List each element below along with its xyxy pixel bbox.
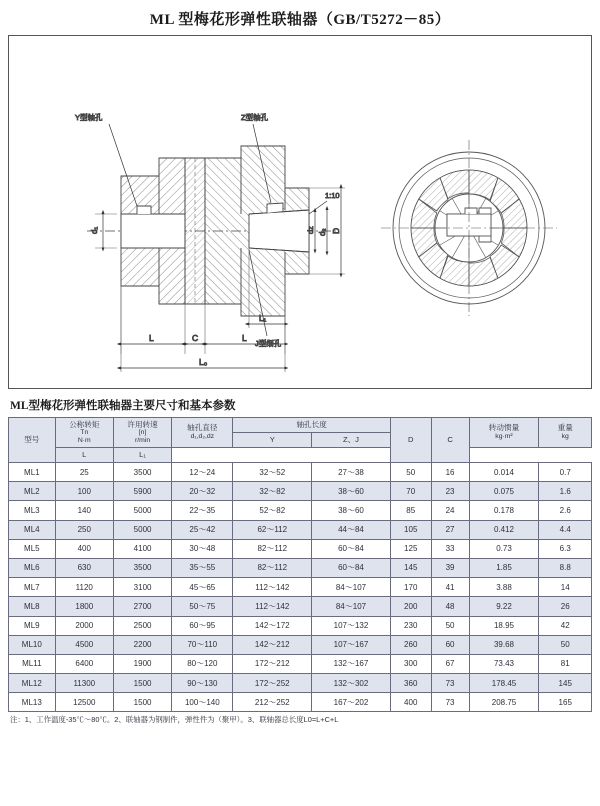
th-bore-dia-label: 轴孔直径 (187, 423, 218, 433)
cell-inertia: 0.412 (469, 520, 539, 539)
cell-inertia: 39.68 (469, 635, 539, 654)
cell-ZJ_L1: 44～84 (312, 520, 391, 539)
cell-weight: 2.6 (539, 501, 592, 520)
cell-bore: 50～75 (172, 597, 233, 616)
cell-n: 2200 (113, 635, 171, 654)
cell-weight: 1.6 (539, 482, 592, 501)
cell-n: 5900 (113, 482, 171, 501)
cell-tn: 250 (55, 520, 113, 539)
cell-D: 85 (390, 501, 431, 520)
th-allowable-speed-label: 许用转速 (127, 419, 158, 429)
table-row (9, 674, 592, 693)
cell-n: 1500 (113, 693, 171, 712)
cell-Y_L: 82～112 (233, 539, 312, 558)
cell-bore: 80～120 (172, 654, 233, 673)
cell-ZJ_L1: 132～302 (312, 674, 391, 693)
table-row (9, 654, 592, 673)
th-allowable-speed-unit2: r/min (135, 436, 151, 444)
cell-inertia: 3.88 (469, 578, 539, 597)
cell-inertia: 0.075 (469, 482, 539, 501)
cell-weight: 26 (539, 597, 592, 616)
th-nominal-torque (55, 418, 113, 448)
cell-tn: 1120 (55, 578, 113, 597)
label-dz: dz (306, 226, 315, 234)
cell-inertia: 18.95 (469, 616, 539, 635)
cell-inertia: 73.43 (469, 654, 539, 673)
label-z-bore: Z型轴孔 (241, 113, 269, 122)
th-weight-unit: kg (561, 433, 569, 441)
cell-inertia: 208.75 (469, 693, 539, 712)
th-bore-zj: Z、J (312, 433, 391, 448)
cell-ZJ_L1: 60～84 (312, 558, 391, 577)
label-L-left: L (149, 333, 154, 343)
table-title: ML型梅花形弹性联轴器主要尺寸和基本参数 (10, 400, 236, 412)
cell-Y_L: 172～252 (233, 674, 312, 693)
cell-D: 170 (390, 578, 431, 597)
cell-model: ML7 (9, 578, 56, 597)
cell-C: 60 (431, 635, 469, 654)
th-allowable-speed-unit: [n] (138, 429, 147, 437)
cell-bore: 100～140 (172, 693, 233, 712)
table-row (9, 597, 592, 616)
cell-weight: 42 (539, 616, 592, 635)
cell-D: 105 (390, 520, 431, 539)
cell-model: ML6 (9, 558, 56, 577)
cell-model: ML1 (9, 463, 56, 482)
page-title: ML 型梅花形弹性联轴器（GB/T5272－85） (149, 12, 451, 28)
table-row (9, 635, 592, 654)
cell-weight: 145 (539, 674, 592, 693)
table-body (9, 463, 592, 712)
cell-model: ML9 (9, 616, 56, 635)
table-header-row-3 (9, 448, 592, 463)
cell-ZJ_L1: 107～167 (312, 635, 391, 654)
th-inertia-label: 转动惯量 (488, 423, 520, 433)
table-header-row-1 (9, 418, 592, 433)
cell-weight: 6.3 (539, 539, 592, 558)
cell-ZJ_L1: 132～167 (312, 654, 391, 673)
cell-C: 67 (431, 654, 469, 673)
cell-model: ML10 (9, 635, 56, 654)
cell-Y_L: 142～212 (233, 635, 312, 654)
label-D: D (331, 227, 341, 234)
cell-D: 360 (390, 674, 431, 693)
cell-C: 23 (431, 482, 469, 501)
th-bore-dia (172, 418, 233, 448)
cell-bore: 35～55 (172, 558, 233, 577)
table-row (9, 578, 592, 597)
th-bore-zj-dim: L₁ (113, 448, 171, 463)
cell-ZJ_L1: 84～107 (312, 578, 391, 597)
cell-bore: 45～65 (172, 578, 233, 597)
th-D: D (390, 418, 431, 463)
technical-drawing-panel (8, 35, 592, 389)
cell-C: 39 (431, 558, 469, 577)
label-d1: d₁ (90, 226, 99, 234)
cell-weight: 0.7 (539, 463, 592, 482)
cell-C: 41 (431, 578, 469, 597)
th-bore-dia-unit: d₁,d₂,dz (190, 433, 215, 441)
cell-weight: 50 (539, 635, 592, 654)
label-taper: 1:10 (325, 191, 340, 200)
cell-C: 73 (431, 693, 469, 712)
cell-Y_L: 112～142 (233, 597, 312, 616)
cell-n: 1500 (113, 674, 171, 693)
table-row (9, 501, 592, 520)
cell-D: 300 (390, 654, 431, 673)
cell-tn: 12500 (55, 693, 113, 712)
cell-model: ML4 (9, 520, 56, 539)
cell-weight: 165 (539, 693, 592, 712)
th-inertia (469, 418, 539, 448)
th-inertia-unit: kg·m² (495, 433, 513, 441)
cell-inertia: 0.73 (469, 539, 539, 558)
th-nominal-torque-label: 公称转矩 (69, 419, 100, 429)
label-L1: L₁ (259, 314, 267, 323)
cell-ZJ_L1: 38～60 (312, 501, 391, 520)
cell-tn: 11300 (55, 674, 113, 693)
cell-C: 33 (431, 539, 469, 558)
th-nominal-torque-unit: Tn (80, 429, 89, 437)
cell-inertia: 0.014 (469, 463, 539, 482)
cell-model: ML3 (9, 501, 56, 520)
cell-ZJ_L1: 60～84 (312, 539, 391, 558)
cell-Y_L: 32～82 (233, 482, 312, 501)
th-bore-y: Y (233, 433, 312, 448)
th-allowable-speed (113, 418, 171, 448)
th-model: 型号 (9, 418, 56, 463)
cell-C: 50 (431, 616, 469, 635)
cell-C: 73 (431, 674, 469, 693)
cell-model: ML13 (9, 693, 56, 712)
th-bore-length-group: 轴孔长度 (233, 418, 390, 433)
cell-tn: 2000 (55, 616, 113, 635)
end-view (381, 140, 557, 316)
cell-Y_L: 112～142 (233, 578, 312, 597)
table-row (9, 539, 592, 558)
cell-weight: 14 (539, 578, 592, 597)
cell-D: 400 (390, 693, 431, 712)
cell-ZJ_L1: 84～107 (312, 597, 391, 616)
cell-n: 3500 (113, 463, 171, 482)
cell-C: 27 (431, 520, 469, 539)
cell-tn: 630 (55, 558, 113, 577)
table-row (9, 616, 592, 635)
cell-tn: 6400 (55, 654, 113, 673)
table-row (9, 520, 592, 539)
cell-Y_L: 212～252 (233, 693, 312, 712)
cell-bore: 22～35 (172, 501, 233, 520)
th-bore-y-dim: L (55, 448, 113, 463)
cell-ZJ_L1: 27～38 (312, 463, 391, 482)
spec-table (8, 417, 592, 712)
cell-n: 2700 (113, 597, 171, 616)
cell-model: ML5 (9, 539, 56, 558)
cell-bore: 90～130 (172, 674, 233, 693)
cell-Y_L: 142～172 (233, 616, 312, 635)
cell-ZJ_L1: 107～132 (312, 616, 391, 635)
cell-bore: 70～110 (172, 635, 233, 654)
th-C: C (431, 418, 469, 463)
cell-Y_L: 172～212 (233, 654, 312, 673)
cell-ZJ_L1: 167～202 (312, 693, 391, 712)
cell-bore: 12～24 (172, 463, 233, 482)
cell-bore: 20～32 (172, 482, 233, 501)
th-weight (539, 418, 592, 448)
cell-C: 24 (431, 501, 469, 520)
th-nominal-torque-unit2: N·m (77, 436, 91, 444)
label-j-bore: J型细孔 (255, 339, 282, 348)
assembly-section-view (75, 112, 345, 372)
cell-inertia: 178.45 (469, 674, 539, 693)
table-row (9, 463, 592, 482)
label-C: C (192, 333, 199, 343)
cell-n: 1900 (113, 654, 171, 673)
cell-D: 145 (390, 558, 431, 577)
cell-ZJ_L1: 38～60 (312, 482, 391, 501)
cell-tn: 25 (55, 463, 113, 482)
cell-weight: 4.4 (539, 520, 592, 539)
cell-n: 2500 (113, 616, 171, 635)
cell-n: 5000 (113, 520, 171, 539)
cell-model: ML11 (9, 654, 56, 673)
cell-n: 3100 (113, 578, 171, 597)
label-y-bore: Y型轴孔 (75, 113, 103, 122)
cell-Y_L: 82～112 (233, 558, 312, 577)
cell-n: 3500 (113, 558, 171, 577)
cell-Y_L: 52～82 (233, 501, 312, 520)
cell-inertia: 0.178 (469, 501, 539, 520)
cell-tn: 400 (55, 539, 113, 558)
label-d2: d₂ (318, 228, 327, 236)
cell-Y_L: 32～52 (233, 463, 312, 482)
cell-bore: 60～95 (172, 616, 233, 635)
cell-bore: 25～42 (172, 520, 233, 539)
cell-C: 48 (431, 597, 469, 616)
label-L0: L₀ (199, 357, 208, 367)
cell-n: 4100 (113, 539, 171, 558)
cell-D: 260 (390, 635, 431, 654)
cell-tn: 4500 (55, 635, 113, 654)
cell-weight: 8.8 (539, 558, 592, 577)
label-L-right: L (242, 333, 247, 343)
th-weight-label: 重量 (557, 423, 573, 433)
cell-Y_L: 62～112 (233, 520, 312, 539)
coupling-drawing-svg (9, 36, 592, 386)
cell-D: 200 (390, 597, 431, 616)
cell-D: 70 (390, 482, 431, 501)
table-note: 注：1、工作温度-35℃～80℃。2、联轴器为钢制件，弹性件为（聚甲）。3、联轴器总长度L0=L+C+L (10, 715, 339, 725)
cell-inertia: 9.22 (469, 597, 539, 616)
table-row (9, 693, 592, 712)
table-row (9, 558, 592, 577)
cell-model: ML12 (9, 674, 56, 693)
cell-tn: 100 (55, 482, 113, 501)
cell-model: ML2 (9, 482, 56, 501)
table-row (9, 482, 592, 501)
cell-n: 5000 (113, 501, 171, 520)
cell-D: 50 (390, 463, 431, 482)
cell-bore: 30～48 (172, 539, 233, 558)
cell-D: 125 (390, 539, 431, 558)
cell-tn: 140 (55, 501, 113, 520)
cell-C: 16 (431, 463, 469, 482)
cell-inertia: 1.85 (469, 558, 539, 577)
cell-D: 230 (390, 616, 431, 635)
cell-tn: 1800 (55, 597, 113, 616)
cell-weight: 81 (539, 654, 592, 673)
cell-model: ML8 (9, 597, 56, 616)
table-head (9, 418, 592, 463)
